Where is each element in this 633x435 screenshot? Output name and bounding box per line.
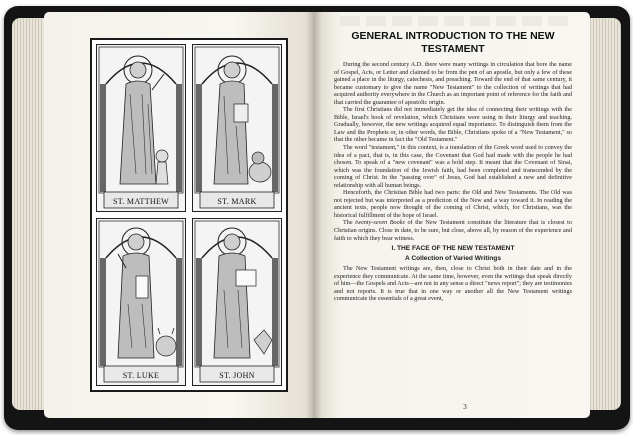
paragraph-emphasis [334,219,572,242]
show-through-text [340,16,570,26]
st-john-figure-icon [192,218,282,386]
panel-st-mark [192,44,282,212]
caption-st-john: ST. JOHN [219,371,255,380]
book-gutter [306,12,322,418]
sub-heading: A Collection of Varied Writings [405,254,501,262]
st-luke-figure-icon [96,218,186,386]
paragraph: The first Christians did not immediately get the idea of connecting their writings with the Bible, Israel's book of revelation, which Christians were using in their liturgy and teaching. Gradually, however, the new writings acquired equal importance. To distinguish them from the Law and the Prophets or, in other words, the Bible, Christians spoke of a "New Testament," so that the other became in fact the "Old Testament." [334,106,572,144]
caption-st-luke: ST. LUKE [122,371,160,380]
introduction-text [334,30,572,303]
paragraph: The word "testament," in this context, is a translation of the Greek word used to convey the idea of a pact, that is, in this case, the Covenant that God had made with the people he had chosen. To speak of a "new covenant" was a bold step. It meant that the Covenant of Sinai, which was the foundation of the Jewish faith, had been completed and transcended by the coming of Christ. In the "passing over" of Jesus, God had established a new and definitive relationship with all human beings. [334,144,572,189]
paragraph-emphasis-before: The [343,219,356,227]
paragraph: Henceforth, the Christian Bible had two parts: the Old and New Testaments. The Old was not rejected but was interpreted as a prediction of the New and a way toward it. In reading the ancient texts, people now thought of the coming of Christ, which, for Christians, was the historical fulfillment of the hope of Israel. [334,189,572,219]
panel-st-matthew [96,44,186,212]
st-mark-figure-icon [192,44,282,212]
st-matthew-figure-icon [96,44,186,212]
paragraph: The New Testament writings are, then, close to Christ both in their date and in the experience they communicate. At the same time, however, even the writings that speak directly of him—the Gospels and Acts—are not in any sense a direct "news report"; they are testimonies and not reports. It is true that in one way or another all the New Testament writings communicate the essentials of a great event, [334,265,572,303]
page-block-right [585,18,621,410]
paragraph: During the second century A.D. there were many writings in circulation that bore the name of Gospel, Acts, or Letter and claimed to be from the pen of an apostle, but only a few of these gained a place in the liturgy, catechesis, and preaching. Toward the end of that same century, it became customary to give the name "New Testament" to the collection of writings that had acquired authority everywhere in the Church as an important point of reference for the faith and that carried the guarantee of apostolic origin. [334,61,572,106]
paragraph-emphasis-after: of the New Testament constitute the literature that is closest to Christian origins. Close in date, to be sure, but close, above all, by reason of the experience and faith to which they bear witness. [334,219,572,242]
page-number: 3 [463,403,467,411]
caption-st-matthew: ST. MATTHEW [112,197,170,206]
page-title: GENERAL INTRODUCTION TO THE NEW TESTAMENT [351,30,555,55]
evangelists-engraving [90,38,288,392]
panel-st-john [192,218,282,386]
paragraph-emphasis-italic: twenty-seven Books [355,219,405,227]
panel-st-luke [96,218,186,386]
section-heading: I. THE FACE OF THE NEW TESTAMENT [391,245,515,253]
caption-st-mark: ST. MARK [217,197,257,206]
